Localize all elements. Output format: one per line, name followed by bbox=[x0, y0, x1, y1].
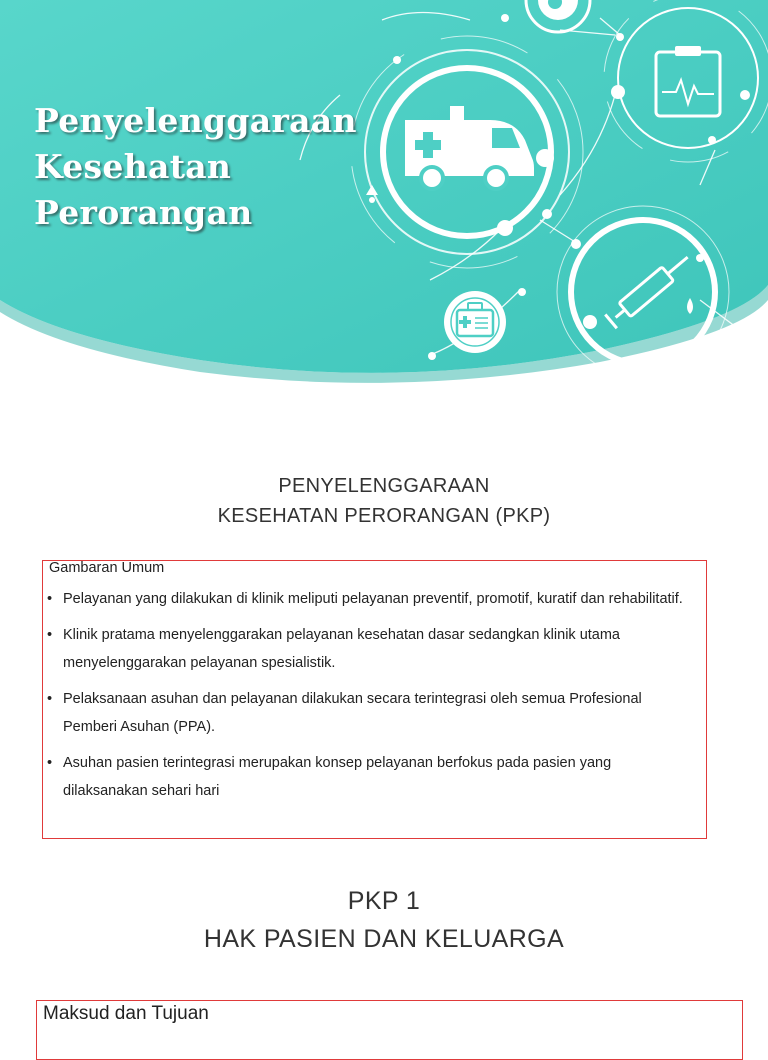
hero-title bbox=[34, 98, 357, 236]
list-item: • Klinik pratama menyelenggarakan pelayanan kesehatan dasar sedangkan klinik utama menyelenggarakan pelayanan spesialistik. bbox=[47, 621, 697, 677]
hero-title-line-1: Penyelenggaraan bbox=[34, 101, 357, 140]
section-title-line-1: PENYELENGGARAAN bbox=[278, 475, 490, 497]
gambaran-umum-heading: Gambaran Umum bbox=[49, 560, 165, 576]
gambaran-umum-list bbox=[47, 585, 697, 813]
list-item: • Asuhan pasien terintegrasi merupakan konsep pelayanan berfokus pada pasien yang dilaksanakan sehari hari bbox=[47, 749, 697, 805]
section-title bbox=[0, 471, 768, 531]
hero-title-line-3: Perorangan bbox=[34, 193, 253, 232]
maksud-tujuan-heading: Maksud dan Tujuan bbox=[43, 1003, 209, 1024]
pkp1-title-line-1: PKP 1 bbox=[347, 887, 421, 915]
maksud-tujuan-box bbox=[36, 1000, 743, 1060]
hero-banner bbox=[0, 0, 768, 400]
hero-title-line-2: Kesehatan bbox=[34, 147, 232, 186]
gambaran-umum-box bbox=[42, 560, 707, 839]
list-item: • Pelaksanaan asuhan dan pelayanan dilakukan secara terintegrasi oleh semua Profesional Pemberi Asuhan (PPA). bbox=[47, 685, 697, 741]
list-item: • Pelayanan yang dilakukan di klinik meliputi pelayanan preventif, promotif, kuratif dan rehabilitatif. bbox=[47, 585, 697, 613]
section-title-line-2: KESEHATAN PERORANGAN (PKP) bbox=[217, 505, 551, 527]
pkp1-title bbox=[0, 882, 768, 958]
pkp1-title-line-2: HAK PASIEN DAN KELUARGA bbox=[203, 925, 565, 953]
